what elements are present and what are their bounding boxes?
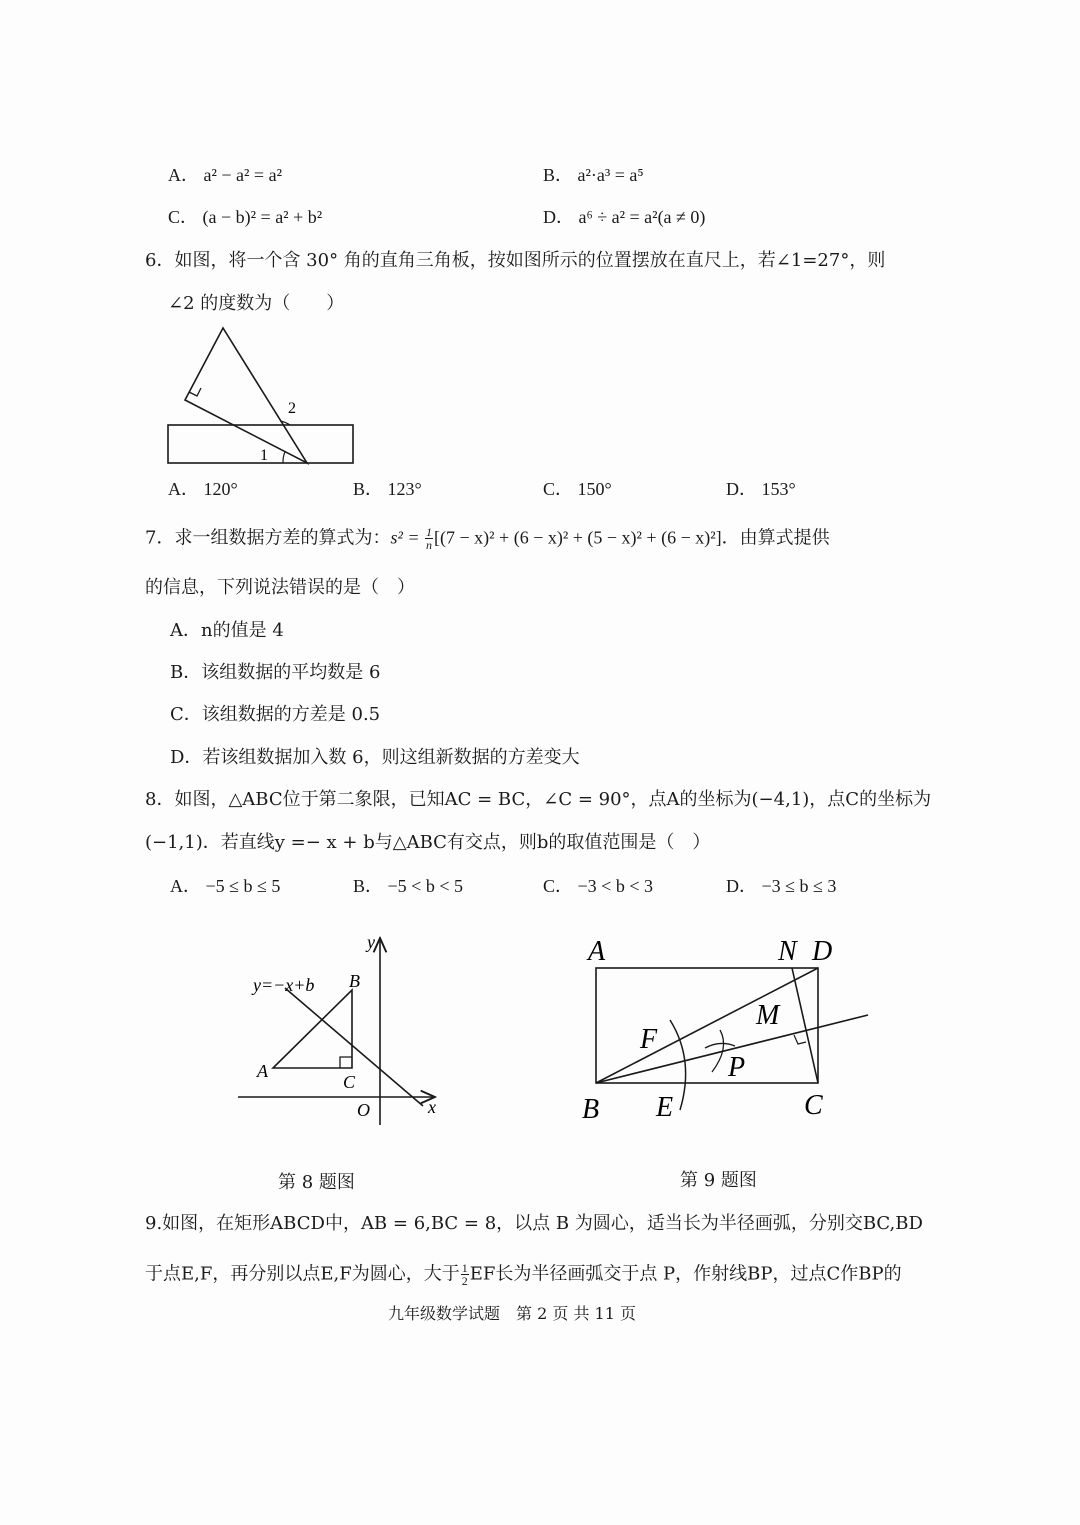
- q7-option-b: B．该组数据的平均数是 6: [170, 662, 381, 683]
- line-label: y=−x+b: [253, 975, 315, 995]
- segment-cn: [792, 968, 818, 1083]
- q9-figure: [580, 930, 880, 1130]
- x-axis-label: x: [428, 1097, 436, 1117]
- q6-question-line2: ∠2 的度数为（ ）: [168, 293, 345, 314]
- q5-option-c: C． (a − b)² = a² + b²: [168, 207, 323, 227]
- y-axis-label: y: [367, 932, 375, 952]
- point-b-label: B: [582, 1094, 600, 1125]
- angle2-label: 2: [288, 400, 296, 417]
- q8-figure: [235, 930, 455, 1130]
- q5-option-a: A． a² − a² = a²: [168, 165, 282, 185]
- point-n-label: N: [778, 936, 797, 967]
- point-d-label: D: [812, 936, 833, 967]
- point-b-label: B: [349, 971, 360, 991]
- point-m-label: M: [756, 1000, 780, 1031]
- q7-option-c: C．该组数据的方差是 0.5: [170, 704, 381, 725]
- angle1-label: 1: [260, 447, 268, 464]
- q8-question-line1: 8．如图，△ABC位于第二象限，已知AC = BC，∠C = 90°，点A的坐标为(−4,1)，点C的坐标为: [145, 789, 932, 810]
- triangle-shape: [185, 328, 307, 463]
- q7-option-a: A．n的值是 4: [170, 620, 284, 641]
- point-a-label: A: [257, 1061, 268, 1081]
- point-f-label: F: [640, 1024, 658, 1055]
- q5-option-d: D． a⁶ ÷ a² = a²(a ≠ 0): [543, 207, 706, 227]
- q9-question-line1: 9.如图，在矩形ABCD中，AB = 6,BC = 8，以点 B 为圆心，适当长为半径画弧，分别交BC,BD: [145, 1213, 923, 1234]
- q8-option-a: A． −5 ≤ b ≤ 5: [170, 876, 281, 896]
- q7-option-d: D．若该组数据加入数 6，则这组新数据的方差变大: [170, 747, 580, 768]
- q6-option-c: C． 150°: [543, 479, 612, 499]
- point-p-label: P: [728, 1052, 746, 1083]
- triangle-abc: [273, 990, 352, 1068]
- q6-option-a: A． 120°: [168, 479, 238, 499]
- point-a-label: A: [588, 936, 606, 967]
- q8-question-line2: (−1,1)．若直线y =− x + b与△ABC有交点，则b的取值范围是（ ）: [145, 832, 711, 853]
- q7-question-line1: 7．求一组数据方差的算式为：s² = $\frac{1}{n}$ [(7 − x)² + (6 − x)² + (5 − x)² + (6 − x)²]．由算式提供: [145, 525, 830, 552]
- q8-option-c: C． −3 < b < 3: [543, 876, 653, 896]
- origin-label: O: [357, 1100, 370, 1120]
- q6-option-b: B． 123°: [353, 479, 422, 499]
- q6-question-line1: 6．如图，将一个含 30° 角的直角三角板，按如图所示的位置摆放在直尺上，若∠1=27°，则: [145, 250, 886, 271]
- q8-option-b: B． −5 < b < 5: [353, 876, 463, 896]
- q8-option-d: D． −3 ≤ b ≤ 3: [726, 876, 837, 896]
- page-footer: 九年级数学试题 第 2 页 共 11 页: [388, 1304, 636, 1323]
- q9-question-line2: 于点E,F，再分别以点E,F为圆心，大于 $\frac{1}{2}$ EF长为半径画弧交于点 P，作射线BP，过点C作BP的: [145, 1261, 902, 1288]
- q9-figure-caption: 第 9 题图: [680, 1170, 757, 1191]
- q5-option-b: B． a²·a³ = a⁵: [543, 165, 644, 185]
- point-c-label: C: [343, 1072, 356, 1092]
- q6-option-d: D． 153°: [726, 479, 796, 499]
- point-e-label: E: [656, 1092, 674, 1123]
- q8-figure-caption: 第 8 题图: [278, 1172, 355, 1193]
- q7-question-line2: 的信息，下列说法错误的是（ ）: [145, 577, 415, 598]
- diagonal-bd: [596, 968, 818, 1083]
- point-c-label: C: [804, 1090, 823, 1121]
- q6-figure: [165, 325, 365, 475]
